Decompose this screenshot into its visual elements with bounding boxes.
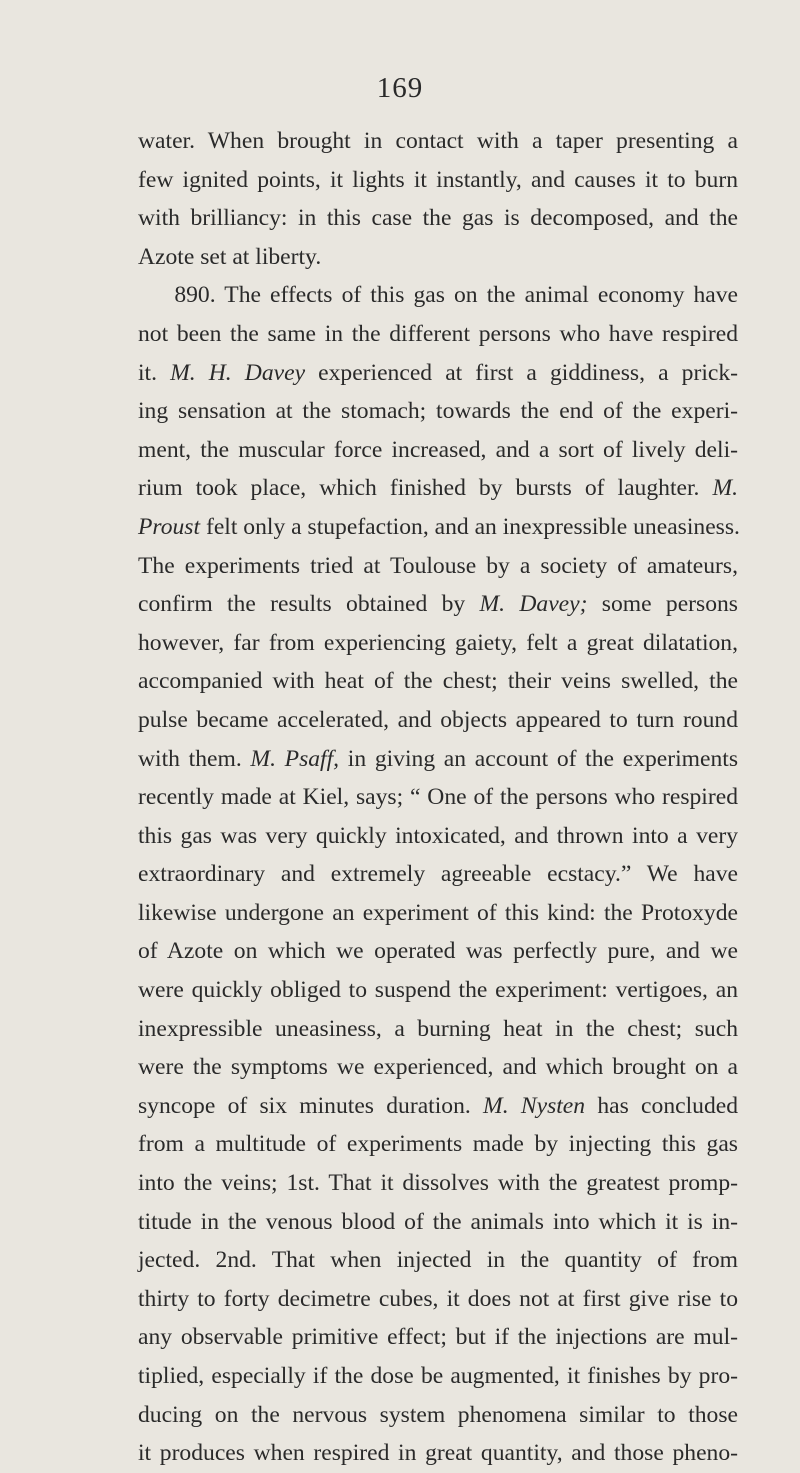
italic-name: M. [712, 475, 738, 502]
text-segment: recently made at Kiel, says; “ One of the persons who respired [138, 784, 738, 811]
text-segment: syncope of six minutes duration. [138, 1092, 484, 1119]
text-line [138, 161, 738, 200]
italic-name: M. Davey; [479, 591, 588, 618]
text-line [138, 624, 738, 663]
text-line [138, 315, 738, 354]
text-line [138, 662, 738, 701]
text-line [138, 932, 738, 971]
text-line [138, 1164, 738, 1203]
text-line [138, 1280, 738, 1319]
text-line [138, 585, 738, 624]
text-segment: pulse became accelerated, and objects appeared to turn round [138, 706, 738, 733]
text-segment: titude in the venous blood of the animals into which it is in- [138, 1208, 738, 1235]
text-segment: it produces when respired in great quantity, and those pheno- [138, 1440, 738, 1467]
text-line [138, 431, 738, 470]
italic-name: M. Psaff, [250, 745, 340, 772]
text-segment: thirty to forty decimetre cubes, it does not at first give rise to [138, 1285, 738, 1312]
text-segment: accompanied with heat of the chest; their veins swelled, the [138, 668, 738, 695]
text-segment: experienced at first a giddiness, a prick- [305, 359, 738, 386]
text-segment: with brilliancy: in this case the gas is decomposed, and the [138, 205, 738, 232]
text-line [138, 1434, 738, 1473]
text-segment: confirm the results obtained by [138, 591, 480, 618]
text-segment: not been the same in the different persons who have respired [138, 320, 738, 347]
text-line [138, 1010, 738, 1049]
text-segment: into the veins; 1st. That it dissolves with the greatest promp- [138, 1170, 738, 1197]
text-line [138, 971, 738, 1010]
text-segment: in giving an account of the experiments [339, 745, 739, 772]
text-segment: ducing on the nervous system phenomena similar to those [138, 1401, 738, 1428]
text-segment: inexpressible uneasiness, a burning heat in the chest; such [138, 1015, 738, 1042]
text-line [138, 894, 738, 933]
text-line [138, 778, 738, 817]
body-text [138, 122, 738, 1473]
text-segment: rium took place, which finished by bursts of laughter. [138, 475, 713, 502]
text-segment: felt only a stupefaction, and an inexpressible uneasiness. [200, 513, 740, 540]
text-segment: some persons [587, 591, 738, 618]
text-segment: of Azote on which we operated was perfectly pure, and we [138, 938, 738, 965]
text-line [138, 740, 738, 779]
text-segment: Azote set at liberty. [138, 243, 322, 270]
italic-name: M. H. Davey [170, 359, 306, 386]
text-segment: it. [138, 359, 171, 386]
text-line [138, 1087, 738, 1126]
text-segment: however, far from experiencing gaiety, felt a great dilatation, [138, 629, 738, 656]
page-number: 169 [376, 72, 424, 104]
text-segment: has concluded [585, 1092, 739, 1119]
text-line [138, 469, 738, 508]
text-segment: were quickly obliged to suspend the experiment: vertigoes, an [138, 977, 738, 1004]
text-segment: The experiments tried at Toulouse by a society of amateurs, [138, 552, 738, 579]
text-segment: any observable primitive effect; but if the injections are mul- [138, 1324, 738, 1351]
text-line [138, 547, 738, 586]
text-line [138, 1396, 738, 1435]
text-segment: extraordinary and extremely agreeable ecstacy.” We have [138, 861, 738, 888]
text-segment: from a multitude of experiments made by injecting this gas [138, 1131, 738, 1158]
text-segment: likewise undergone an experiment of this kind: the Protoxyde [138, 899, 738, 926]
text-line [138, 855, 738, 894]
text-line [138, 392, 738, 431]
text-line [138, 701, 738, 740]
text-line [138, 122, 738, 161]
text-segment: were the symptoms we experienced, and which brought on a [138, 1054, 738, 1081]
text-line [138, 508, 738, 547]
text-line [138, 1125, 738, 1164]
text-segment: 890. The effects of this gas on the animal economy have [138, 282, 738, 309]
text-segment: ment, the muscular force increased, and a sort of lively deli- [138, 436, 738, 463]
text-segment: jected. 2nd. That when injected in the quantity of from [138, 1247, 738, 1274]
text-line [138, 199, 738, 238]
text-line [138, 1241, 738, 1280]
text-line [138, 238, 738, 277]
text-segment: with them. [138, 745, 251, 772]
text-line [138, 1048, 738, 1087]
text-line [138, 1318, 738, 1357]
text-segment: tiplied, especially if the dose be augmented, it finishes by pro- [138, 1363, 738, 1389]
text-segment: few ignited points, it lights it instantly, and causes it to burn [138, 166, 738, 193]
text-line [138, 354, 738, 393]
text-line [138, 1203, 738, 1242]
text-line [138, 1357, 738, 1396]
text-segment: ing sensation at the stomach; towards the end of the experi- [138, 398, 738, 425]
italic-name: M. Nysten [483, 1092, 586, 1119]
italic-name: Proust [138, 513, 201, 540]
text-line [138, 276, 738, 315]
text-line [138, 817, 738, 856]
text-segment: this gas was very quickly intoxicated, and thrown into a very [138, 822, 738, 849]
text-segment: water. When brought in contact with a taper presenting a [138, 128, 738, 154]
